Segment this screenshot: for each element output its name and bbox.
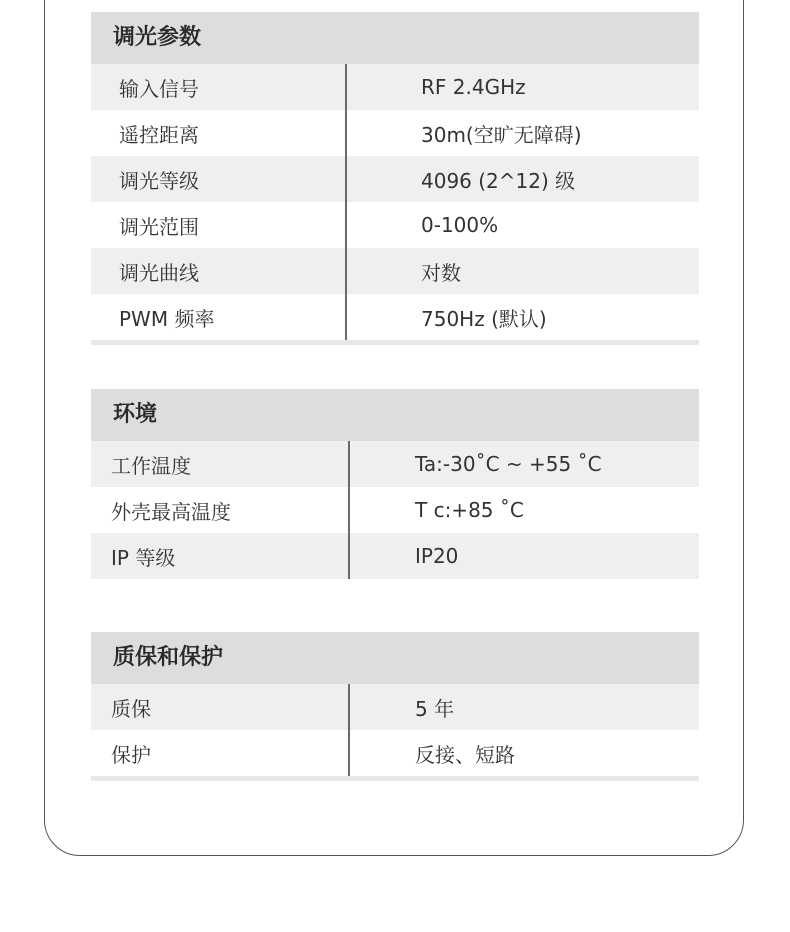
row-key: 质保	[111, 696, 151, 721]
table-row	[91, 64, 699, 110]
row-value: 5 年	[415, 696, 455, 721]
spec-table	[91, 441, 699, 579]
table-row	[91, 684, 699, 730]
row-value: 4096 (2^12) 级	[421, 168, 576, 193]
column-divider	[348, 684, 350, 776]
section-title: 调光参数	[91, 12, 699, 64]
row-value: 对数	[421, 260, 461, 285]
section-title: 质保和保护	[91, 632, 699, 684]
row-key: 遥控距离	[119, 122, 199, 147]
spec-table	[91, 684, 699, 776]
row-key: 调光范围	[119, 214, 199, 239]
row-key: 调光等级	[119, 168, 199, 193]
table-row	[91, 730, 699, 776]
column-divider	[348, 441, 350, 579]
row-value: RF 2.4GHz	[421, 75, 526, 99]
spec-table	[91, 64, 699, 340]
row-value: IP20	[415, 544, 459, 568]
row-value: 30m(空旷无障碍)	[421, 122, 582, 147]
row-key: 输入信号	[119, 76, 199, 101]
row-key: PWM 频率	[119, 306, 215, 331]
table-row	[91, 487, 699, 533]
row-value: 750Hz (默认)	[421, 306, 547, 331]
table-row	[91, 533, 699, 579]
row-key: 调光曲线	[119, 260, 199, 285]
dimming-params-section	[91, 12, 699, 345]
table-row	[91, 441, 699, 487]
row-key: 保护	[111, 742, 151, 767]
row-key: IP 等级	[111, 545, 176, 570]
section-footer-strip	[91, 340, 699, 345]
environment-section	[91, 389, 699, 579]
table-row	[91, 156, 699, 202]
table-row	[91, 110, 699, 156]
row-value: 0-100%	[421, 213, 499, 237]
column-divider	[345, 64, 347, 340]
section-title: 环境	[91, 389, 699, 441]
row-key: 外壳最高温度	[111, 499, 231, 524]
warranty-protection-section	[91, 632, 699, 781]
table-row	[91, 294, 699, 340]
table-row	[91, 202, 699, 248]
row-key: 工作温度	[111, 453, 191, 478]
section-footer-strip	[91, 776, 699, 781]
row-value: 反接、短路	[415, 742, 515, 767]
row-value: Ta:-30˚C ~ +55 ˚C	[415, 452, 602, 476]
row-value: T c:+85 ˚C	[415, 498, 524, 522]
table-row	[91, 248, 699, 294]
